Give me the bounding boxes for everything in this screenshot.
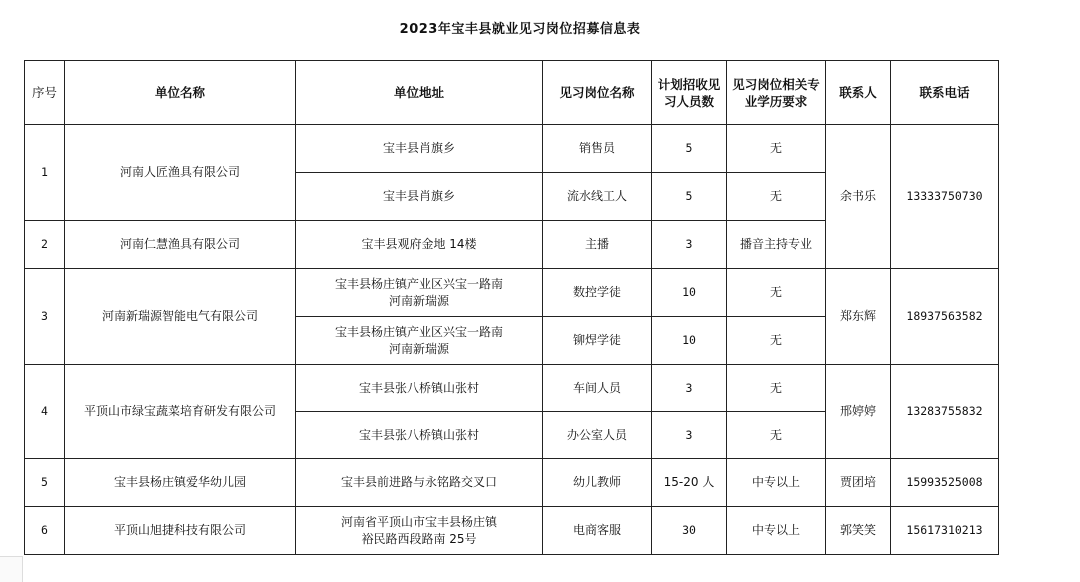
count-cell: 10	[652, 317, 727, 365]
address-line: 河南新瑞源	[388, 341, 449, 356]
address-line: 裕民路西段路南 25号	[361, 531, 477, 546]
page-title: 2023年宝丰县就业见习岗位招募信息表	[399, 22, 641, 37]
phone-cell: 13333750730	[891, 125, 999, 269]
address-line: 宝丰县杨庄镇产业区兴宝一路南	[334, 276, 503, 291]
table-row	[25, 365, 999, 412]
address-line: 河南新瑞源	[388, 293, 449, 308]
count-cell: 5	[652, 125, 727, 173]
count-cell: 5	[652, 173, 727, 221]
address-cell: 宝丰县肖旗乡	[296, 125, 543, 173]
company-cell: 河南人匠渔具有限公司	[65, 125, 296, 221]
position-cell: 电商客服	[543, 507, 652, 555]
header-position: 见习岗位名称	[543, 61, 652, 125]
header-contact: 联系人	[826, 61, 891, 125]
company-cell: 平顶山旭捷科技有限公司	[65, 507, 296, 555]
header-address: 单位地址	[296, 61, 543, 125]
position-cell: 车间人员	[543, 365, 652, 412]
address-cell: 宝丰县肖旗乡	[296, 173, 543, 221]
address-cell: 宝丰县观府金地 14楼	[296, 221, 543, 269]
page-corner-edge	[0, 556, 23, 582]
table-row	[25, 507, 999, 555]
count-cell: 3	[652, 412, 727, 459]
position-cell: 销售员	[543, 125, 652, 173]
phone-cell: 13283755832	[891, 365, 999, 459]
requirement-cell: 无	[727, 173, 826, 221]
contact-cell: 郭笑笑	[826, 507, 891, 555]
company-cell: 平顶山市绿宝蔬菜培育研发有限公司	[65, 365, 296, 459]
address-cell	[296, 317, 543, 365]
position-cell: 办公室人员	[543, 412, 652, 459]
company-cell: 河南新瑞源智能电气有限公司	[65, 269, 296, 365]
count-cell: 30	[652, 507, 727, 555]
requirement-cell: 无	[727, 125, 826, 173]
contact-cell: 邢婷婷	[826, 365, 891, 459]
phone-cell: 18937563582	[891, 269, 999, 365]
contact-cell: 贾团培	[826, 459, 891, 507]
contact-cell: 郑东辉	[826, 269, 891, 365]
header-company: 单位名称	[65, 61, 296, 125]
position-cell: 流水线工人	[543, 173, 652, 221]
seq-cell: 6	[25, 507, 65, 555]
position-cell: 数控学徒	[543, 269, 652, 317]
header-row	[25, 61, 999, 125]
table-row	[25, 269, 999, 317]
company-cell: 宝丰县杨庄镇爱华幼儿园	[65, 459, 296, 507]
seq-cell: 3	[25, 269, 65, 365]
address-cell: 宝丰县张八桥镇山张村	[296, 412, 543, 459]
requirement-cell: 中专以上	[727, 507, 826, 555]
address-line: 宝丰县杨庄镇产业区兴宝一路南	[334, 324, 503, 339]
position-cell: 幼儿教师	[543, 459, 652, 507]
requirement-cell: 无	[727, 412, 826, 459]
phone-cell: 15617310213	[891, 507, 999, 555]
requirement-cell: 无	[727, 269, 826, 317]
table-row	[25, 459, 999, 507]
count-cell: 3	[652, 365, 727, 412]
seq-cell: 4	[25, 365, 65, 459]
contact-cell: 余书乐	[826, 125, 891, 269]
seq-cell: 2	[25, 221, 65, 269]
position-cell: 铆焊学徒	[543, 317, 652, 365]
address-cell: 宝丰县前进路与永铭路交叉口	[296, 459, 543, 507]
header-seq: 序号	[25, 61, 65, 125]
recruitment-table	[24, 60, 999, 555]
address-cell	[296, 507, 543, 555]
company-cell: 河南仁慧渔具有限公司	[65, 221, 296, 269]
requirement-cell: 无	[727, 317, 826, 365]
requirement-cell: 无	[727, 365, 826, 412]
header-phone: 联系电话	[891, 61, 999, 125]
address-cell: 宝丰县张八桥镇山张村	[296, 365, 543, 412]
address-line: 河南省平顶山市宝丰县杨庄镇	[340, 514, 497, 529]
count-cell: 10	[652, 269, 727, 317]
header-count: 计划招收见习人员数	[652, 61, 727, 125]
address-cell	[296, 269, 543, 317]
count-cell: 15-20 人	[652, 459, 727, 507]
seq-cell: 1	[25, 125, 65, 221]
phone-cell: 15993525008	[891, 459, 999, 507]
requirement-cell: 播音主持专业	[727, 221, 826, 269]
seq-cell: 5	[25, 459, 65, 507]
table-row	[25, 125, 999, 173]
header-requirement: 见习岗位相关专业学历要求	[727, 61, 826, 125]
count-cell: 3	[652, 221, 727, 269]
requirement-cell: 中专以上	[727, 459, 826, 507]
position-cell: 主播	[543, 221, 652, 269]
